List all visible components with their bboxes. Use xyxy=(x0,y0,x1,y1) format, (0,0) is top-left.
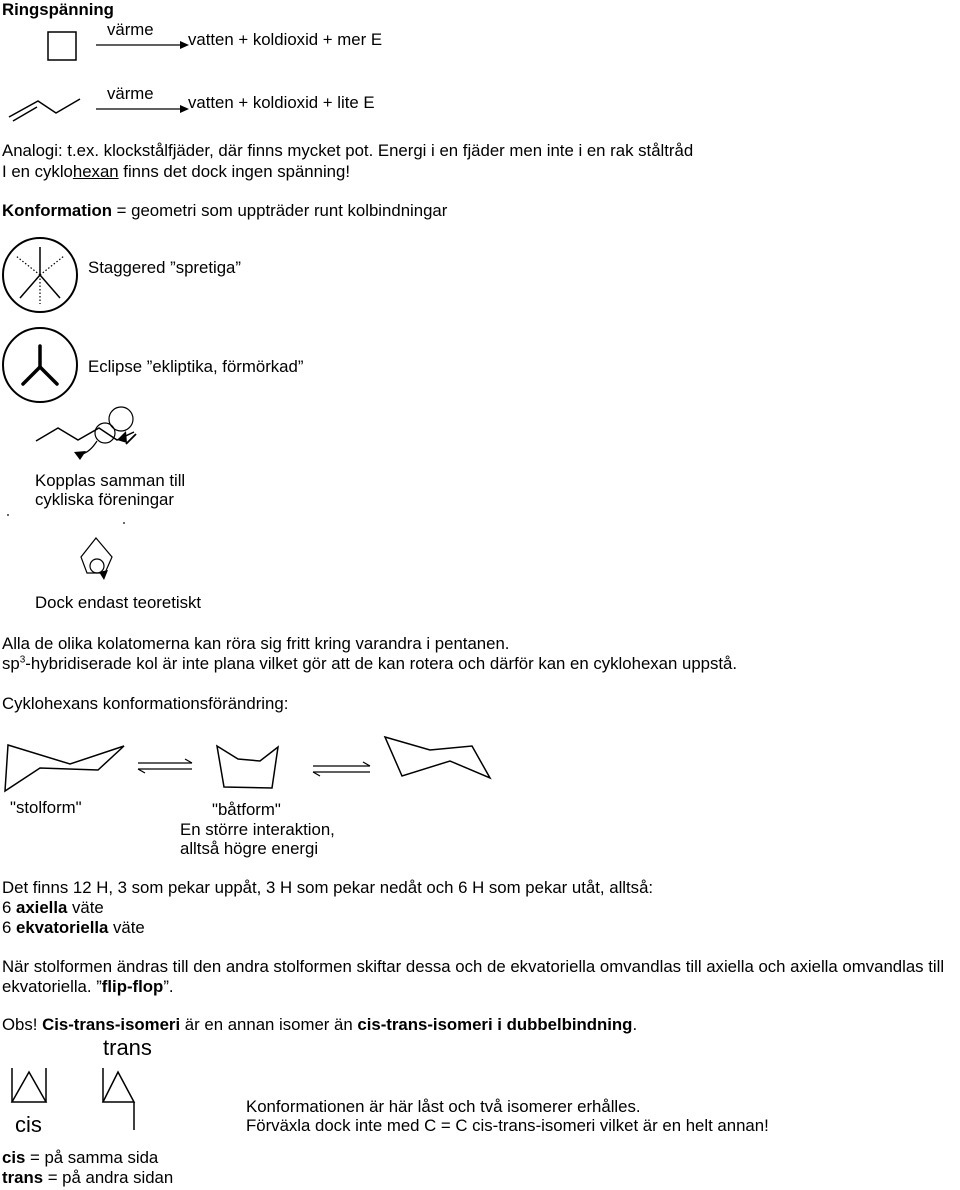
eclipsed-label: Eclipse ”ekliptika, förmörkad” xyxy=(88,357,304,376)
cis-meaning: = på samma sida xyxy=(25,1148,159,1167)
rotation-line-2-end: -hybridiserade kol är inte plana vilket gör att de kan rotera och därför kan en cyklohexan uppstå. xyxy=(25,654,738,673)
reaction-2-products: vatten + koldioxid + lite E xyxy=(188,93,375,112)
hydrogens-line: Det finns 12 H, 3 som pekar uppåt, 3 H som pekar nedåt och 6 H som pekar utåt, alltså: xyxy=(2,878,654,897)
reaction-1-condition: värme xyxy=(107,20,154,39)
equatorial-count: 6 xyxy=(2,918,16,937)
equatorial-line xyxy=(2,918,145,938)
cis-definition xyxy=(2,1148,158,1168)
propene-structure xyxy=(9,99,80,121)
rotation-line-2-start: sp xyxy=(2,654,20,673)
cis-term: cis xyxy=(2,1148,26,1167)
note-middle: är en annan isomer än xyxy=(180,1015,358,1034)
boat-note-line-2: alltså högre energi xyxy=(180,839,319,858)
analogy-line-2 xyxy=(2,162,350,182)
reaction-2-condition: värme xyxy=(107,84,154,103)
axial-rest: väte xyxy=(67,898,104,917)
boat-label: "båtform" xyxy=(212,800,281,819)
equatorial-term: ekvatoriella xyxy=(16,918,109,937)
note-suffix: . xyxy=(632,1015,638,1034)
rotation-line-2 xyxy=(2,654,737,674)
conformation-text: = geometri som uppträder runt kolbindningar xyxy=(112,201,448,220)
cyclopentane-diagram xyxy=(81,538,112,580)
superscript: 3 xyxy=(19,654,26,666)
cis-cyclopropane-diagram xyxy=(12,1068,46,1102)
trans-cyclopropane-diagram xyxy=(103,1068,134,1130)
chair-label: "stolform" xyxy=(10,798,82,817)
cyclobutane-structure xyxy=(48,32,76,60)
stray-dot xyxy=(123,522,125,524)
equilibrium-arrows-2 xyxy=(313,762,370,776)
boat-conformation xyxy=(217,746,278,788)
boat-note-line-1: En större interaktion, xyxy=(180,820,335,839)
pentane-chain-diagram xyxy=(36,407,136,460)
analogy-line-1: Analogi: t.ex. klockstålfjäder, där finns mycket pot. Energi i en fjäder men inte i en rak ståltråd xyxy=(2,141,694,160)
note-term-2: cis-trans-isomeri i dubbelbindning xyxy=(357,1015,633,1034)
reaction-arrow-1 xyxy=(96,41,189,49)
axial-term: axiella xyxy=(16,898,68,917)
chair-conformation-2 xyxy=(385,737,490,778)
axial-count: 6 xyxy=(2,898,16,917)
note-prefix: Obs! xyxy=(2,1015,43,1034)
underlined-word: hexan xyxy=(72,162,119,181)
equatorial-rest: väte xyxy=(108,918,145,937)
chair-conformation-1 xyxy=(5,745,124,791)
flip-line-1: När stolformen ändras till den andra stolformen skiftar dessa och de ekvatoriella omvandlas till axiella och axiella omvandlas till xyxy=(2,957,945,976)
flip-line-2-end: ”. xyxy=(163,977,174,996)
isomer-explanation-1: Konformationen är här låst och två isomerer erhålles. xyxy=(246,1097,641,1116)
reaction-1-products: vatten + koldioxid + mer E xyxy=(188,30,383,49)
newman-eclipsed-diagram xyxy=(3,328,77,402)
cyclohexane-heading: Cyklohexans konformationsförändring: xyxy=(2,694,289,713)
cis-label: cis xyxy=(15,1112,42,1137)
analogy-line-2-end: finns det dock ingen spänning! xyxy=(118,162,350,181)
conformation-definition xyxy=(2,201,447,221)
trans-label: trans xyxy=(103,1035,152,1060)
note-term-1: Cis-trans-isomeri xyxy=(42,1015,181,1034)
staggered-label: Staggered ”spretiga” xyxy=(88,258,241,277)
analogy-line-2-start: I en cyklo xyxy=(2,162,73,181)
isomer-note xyxy=(2,1015,637,1035)
ring-closure-note: Dock endast teoretiskt xyxy=(35,593,202,612)
reaction-arrow-2 xyxy=(96,105,189,113)
trans-meaning: = på andra sidan xyxy=(43,1168,174,1187)
rotation-line-1: Alla de olika kolatomerna kan röra sig fritt kring varandra i pentanen. xyxy=(2,634,510,653)
newman-staggered-diagram xyxy=(3,238,77,312)
trans-term: trans xyxy=(2,1168,44,1187)
flip-line-2-start: ekvatoriella. ” xyxy=(2,977,102,996)
ring-closure-line-2: cykliska föreningar xyxy=(35,490,174,509)
equilibrium-arrows-1 xyxy=(138,759,192,773)
stray-dot xyxy=(7,514,9,516)
conformation-term: Konformation xyxy=(2,201,112,220)
isomer-explanation-2: Förväxla dock inte med C = C cis-trans-isomeri vilket är en helt annan! xyxy=(246,1116,769,1135)
flip-line-2 xyxy=(2,977,174,997)
axial-line xyxy=(2,898,104,918)
ring-closure-line-1: Kopplas samman till xyxy=(35,471,186,490)
page-title: Ringspänning xyxy=(2,0,114,19)
flip-flop-term: flip-flop xyxy=(101,977,164,996)
trans-definition xyxy=(2,1168,173,1188)
